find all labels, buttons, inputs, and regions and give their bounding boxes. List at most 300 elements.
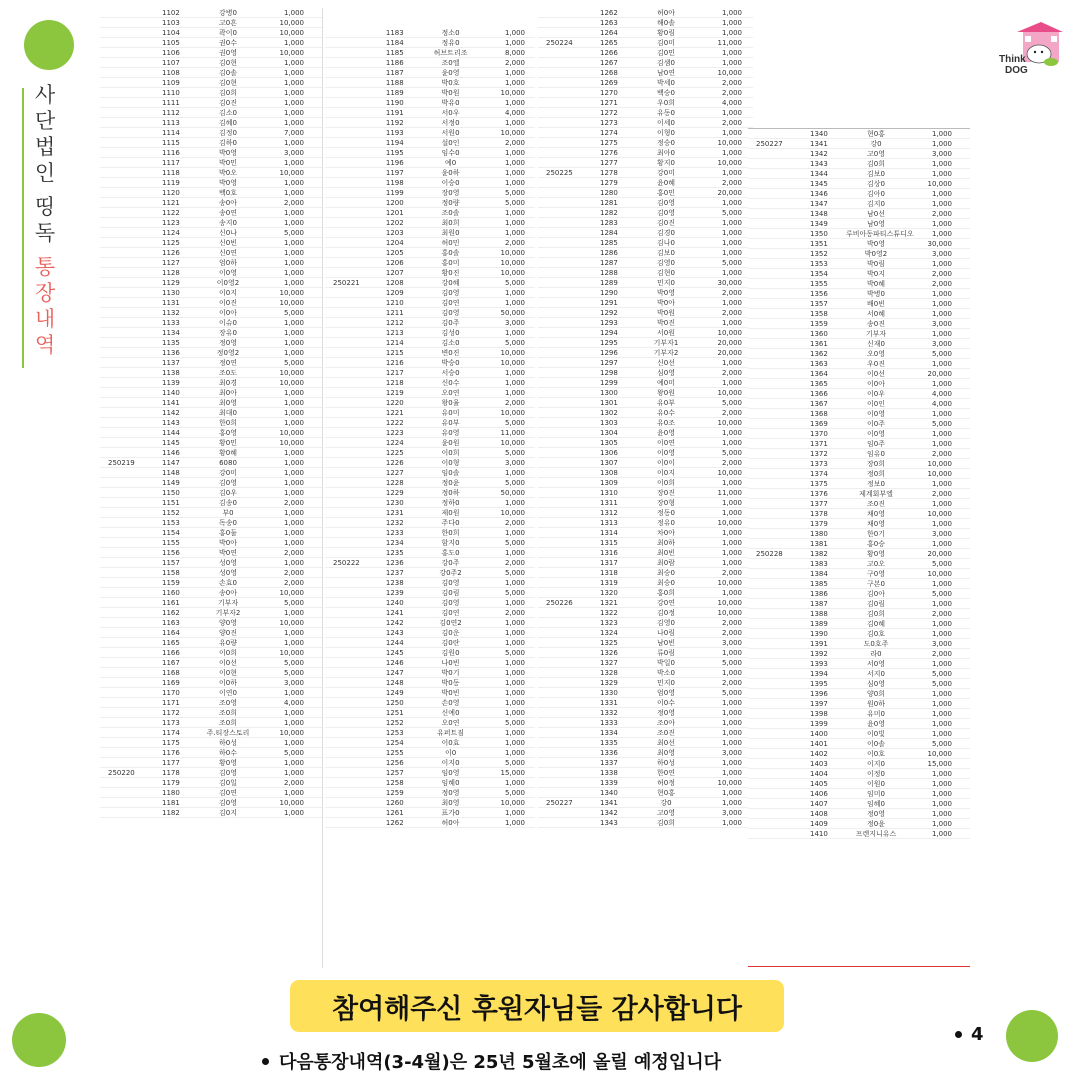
name-cell: 정0희 [867, 470, 885, 478]
number-cell: 1138 [162, 369, 180, 377]
name-cell: 남0선 [867, 210, 885, 218]
date-cell [538, 438, 600, 447]
name-cell: 최승0 [657, 579, 675, 587]
number-cell: 1314 [600, 529, 618, 537]
amount-cell: 10,000 [717, 159, 742, 167]
thinkdog-logo [995, 18, 1067, 80]
amount-cell: 1,000 [931, 190, 952, 198]
date-cell [748, 299, 810, 308]
name-cell: 정보0 [867, 480, 885, 488]
date-cell [748, 609, 810, 618]
date-cell [100, 708, 162, 717]
name-cell: 서0우 [441, 109, 460, 117]
table-row [538, 498, 753, 508]
number-cell: 1224 [385, 439, 404, 447]
name-cell: 김송0 [219, 499, 237, 507]
number-cell: 1385 [810, 580, 828, 588]
amount-cell: 1,000 [283, 809, 304, 817]
title-char-highlight: 역 [34, 333, 56, 357]
number-cell: 1301 [600, 399, 618, 407]
date-cell [748, 799, 810, 808]
name-cell: 김0현 [219, 79, 237, 87]
table-row [538, 598, 753, 608]
name-cell: 강0미 [219, 469, 237, 477]
name-cell: 박승0 [441, 359, 460, 367]
number-cell: 1161 [162, 599, 180, 607]
table-row [538, 448, 753, 458]
date-cell [100, 358, 162, 367]
amount-cell: 3,000 [283, 679, 304, 687]
amount-cell: 1,000 [721, 109, 742, 117]
amount-cell: 3,000 [283, 149, 304, 157]
number-cell: 1372 [810, 450, 828, 458]
date-cell [325, 748, 386, 757]
date-cell [538, 138, 600, 147]
date-cell [748, 569, 810, 578]
name-cell: 이지0 [441, 759, 460, 767]
amount-cell: 1,000 [283, 469, 304, 477]
table-row [100, 348, 322, 358]
amount-cell: 5,000 [931, 350, 952, 358]
name-cell: 김0솔 [219, 69, 237, 77]
table-row [538, 578, 753, 588]
name-cell: 이0영 [867, 430, 885, 438]
date-cell [100, 128, 162, 137]
name-cell: 서승0 [441, 369, 460, 377]
amount-cell: 2,000 [504, 139, 525, 147]
date-cell [325, 108, 386, 117]
date-cell [748, 489, 810, 498]
date-cell [100, 178, 162, 187]
amount-cell: 1,000 [504, 99, 525, 107]
name-cell: 나0빈 [441, 659, 460, 667]
name-cell: 차0아 [657, 529, 675, 537]
table-row [748, 739, 970, 749]
amount-cell: 1,000 [721, 699, 742, 707]
table-row [100, 428, 322, 438]
table-row [538, 128, 753, 138]
date-cell [325, 208, 386, 217]
amount-cell: 1,000 [283, 789, 304, 797]
bullet-icon [262, 1058, 269, 1065]
table-row [538, 568, 753, 578]
date-cell [100, 638, 162, 647]
table-row [538, 548, 753, 558]
name-cell: 김영0 [657, 619, 675, 627]
number-cell: 1157 [162, 559, 180, 567]
name-cell: 허0정 [657, 779, 675, 787]
name-cell: 김원0 [441, 649, 460, 657]
amount-cell: 1,000 [283, 479, 304, 487]
date-cell [748, 439, 810, 448]
note-text: 다음통장내역(3-4월)은 25년 5월초에 올릴 예정입니다 [279, 1052, 721, 1073]
table-row [325, 168, 535, 178]
amount-cell: 1,000 [931, 710, 952, 718]
amount-cell: 10,000 [279, 619, 304, 627]
table-row [748, 139, 970, 149]
table-row [325, 608, 535, 618]
amount-cell: 1,000 [504, 299, 525, 307]
table-row [100, 718, 322, 728]
name-cell: 김0연2 [439, 619, 462, 627]
date-cell [325, 438, 386, 447]
amount-cell: 1,000 [721, 299, 742, 307]
table-row [100, 738, 322, 748]
amount-cell: 1,000 [931, 620, 952, 628]
amount-cell: 1,000 [283, 759, 304, 767]
number-cell: 1234 [385, 539, 404, 547]
number-cell: 1291 [600, 299, 618, 307]
name-cell: 김0아 [867, 590, 885, 598]
number-cell: 1321 [600, 599, 618, 607]
name-cell: 김샘0 [657, 59, 675, 67]
amount-cell: 1,000 [931, 360, 952, 368]
date-cell [100, 228, 162, 237]
table-row [325, 398, 535, 408]
table-row [325, 568, 535, 578]
table-row [325, 48, 535, 58]
table-row [748, 699, 970, 709]
amount-cell: 1,000 [283, 119, 304, 127]
number-cell: 1307 [600, 459, 618, 467]
number-cell: 1116 [162, 149, 180, 157]
date-cell [325, 638, 386, 647]
number-cell: 1292 [600, 309, 618, 317]
title-char-highlight: 내 [34, 307, 56, 331]
name-cell: 임0영 [441, 769, 460, 777]
table-row [325, 728, 535, 738]
date-cell [100, 808, 162, 817]
date-cell [325, 598, 386, 607]
name-cell: 신재0 [867, 340, 885, 348]
date-cell [100, 258, 162, 267]
amount-cell: 50,000 [500, 309, 525, 317]
number-cell: 1160 [162, 589, 180, 597]
table-row [325, 118, 535, 128]
amount-cell: 1,000 [283, 399, 304, 407]
number-cell: 1144 [162, 429, 180, 437]
name-cell: 박0기 [441, 669, 460, 677]
name-cell: 오0영 [867, 350, 885, 358]
table-row [538, 438, 753, 448]
amount-cell: 1,000 [504, 639, 525, 647]
date-cell [100, 288, 162, 297]
date-cell [100, 598, 162, 607]
table-row [538, 38, 753, 48]
table-row [325, 748, 535, 758]
date-cell [100, 798, 162, 807]
amount-cell: 3,000 [504, 319, 525, 327]
number-cell: 1327 [600, 659, 618, 667]
table-row [538, 108, 753, 118]
date-cell [748, 809, 810, 818]
date-cell [100, 788, 162, 797]
amount-cell: 1,000 [721, 149, 742, 157]
date-cell [538, 818, 600, 827]
amount-cell: 7,000 [283, 129, 304, 137]
number-cell: 1269 [600, 79, 618, 87]
name-cell: 민지0 [657, 679, 675, 687]
table-row [325, 628, 535, 638]
amount-cell: 1,000 [504, 579, 525, 587]
number-cell: 1369 [810, 420, 828, 428]
name-cell: 엄0영 [657, 689, 675, 697]
name-cell: 이0영2 [216, 279, 240, 287]
number-cell: 1191 [385, 109, 404, 117]
number-cell: 1398 [810, 710, 828, 718]
name-cell: 정동0 [657, 509, 675, 517]
amount-cell: 1,000 [931, 660, 952, 668]
number-cell: 1231 [385, 509, 404, 517]
date-cell [748, 669, 810, 678]
table-row [100, 788, 322, 798]
table-row [748, 589, 970, 599]
name-cell: 변0진 [441, 349, 460, 357]
amount-cell: 1,000 [721, 29, 742, 37]
date-cell [538, 228, 600, 237]
number-cell: 1367 [810, 400, 828, 408]
amount-cell: 1,000 [283, 639, 304, 647]
date-cell [325, 118, 386, 127]
date-cell [748, 459, 810, 468]
amount-cell: 3,000 [721, 809, 742, 817]
number-cell: 1320 [600, 589, 618, 597]
table-row [748, 659, 970, 669]
table-row [100, 778, 322, 788]
name-cell: 서0혜 [867, 310, 885, 318]
date-cell [748, 199, 810, 208]
table-row [748, 219, 970, 229]
number-cell: 1105 [162, 39, 180, 47]
table-row [100, 148, 322, 158]
date-cell [325, 788, 386, 797]
number-cell: 1276 [600, 149, 618, 157]
table-row [748, 369, 970, 379]
table-row [538, 628, 753, 638]
amount-cell: 1,000 [283, 189, 304, 197]
date-cell [325, 578, 386, 587]
date-cell [748, 559, 810, 568]
name-cell: 왕0율 [441, 399, 460, 407]
date-cell [748, 429, 810, 438]
name-cell: 김0란 [441, 639, 460, 647]
table-row [538, 238, 753, 248]
table-row [325, 278, 535, 288]
table-row [100, 498, 322, 508]
name-cell: 이0이 [657, 459, 675, 467]
date-cell [748, 179, 810, 188]
name-cell: 김0현 [219, 59, 237, 67]
date-cell [748, 289, 810, 298]
number-cell: 1406 [810, 790, 828, 798]
amount-cell: 10,000 [279, 729, 304, 737]
name-cell: 서정0 [441, 119, 460, 127]
date-cell [748, 479, 810, 488]
name-cell: 정0영 [441, 789, 460, 797]
amount-cell: 1,000 [283, 249, 304, 257]
name-cell: 박0아 [657, 299, 675, 307]
number-cell: 1285 [600, 239, 618, 247]
date-cell [748, 129, 810, 138]
table-row [325, 98, 535, 108]
date-cell [100, 348, 162, 357]
date-cell [538, 358, 600, 367]
table-row [748, 359, 970, 369]
table-row [100, 218, 322, 228]
date-cell [748, 769, 810, 778]
amount-cell: 1,000 [504, 709, 525, 717]
name-cell: 김0일 [219, 779, 237, 787]
name-cell: 김0희 [219, 89, 237, 97]
number-cell: 1154 [162, 529, 180, 537]
amount-cell: 10,000 [279, 19, 304, 27]
date-cell [325, 458, 386, 467]
name-cell: 성0영 [219, 559, 237, 567]
table-row [325, 238, 535, 248]
amount-cell: 10,000 [927, 570, 952, 578]
table-row [748, 289, 970, 299]
table-row [100, 638, 322, 648]
number-cell: 1404 [810, 770, 828, 778]
name-cell: 한0기 [867, 530, 885, 538]
amount-cell: 1,000 [721, 479, 742, 487]
number-cell: 1353 [810, 260, 828, 268]
logo-text-dog: DOG [1005, 65, 1028, 76]
table-row [748, 469, 970, 479]
amount-cell: 3,000 [721, 639, 742, 647]
table-row [538, 368, 753, 378]
amount-cell: 1,000 [721, 509, 742, 517]
date-cell [748, 649, 810, 658]
amount-cell: 10,000 [717, 779, 742, 787]
table-row [100, 278, 322, 288]
table-row [538, 258, 753, 268]
date-cell [538, 18, 600, 27]
name-cell: 김0미 [657, 39, 675, 47]
table-row [748, 579, 970, 589]
date-cell [100, 488, 162, 497]
number-cell: 1326 [600, 649, 618, 657]
number-cell: 1156 [162, 549, 180, 557]
amount-cell: 1,000 [721, 429, 742, 437]
amount-cell: 3,000 [931, 530, 952, 538]
amount-cell: 1,000 [283, 519, 304, 527]
date-cell [100, 148, 162, 157]
amount-cell: 10,000 [279, 49, 304, 57]
table-row [325, 508, 535, 518]
table-row [538, 388, 753, 398]
name-cell: 임0주 [867, 440, 885, 448]
name-cell: 최0경 [219, 379, 237, 387]
date-cell [325, 628, 386, 637]
amount-cell: 1,000 [504, 119, 525, 127]
amount-cell: 1,000 [504, 779, 525, 787]
number-cell: 1109 [162, 79, 180, 87]
name-cell: 이0수 [657, 699, 675, 707]
table-row [748, 409, 970, 419]
name-cell: 이0호 [867, 750, 885, 758]
table-row [325, 598, 535, 608]
amount-cell: 1,000 [931, 410, 952, 418]
date-cell [748, 369, 810, 378]
table-row [325, 28, 535, 38]
name-cell: 독송0 [219, 519, 237, 527]
date-cell [325, 498, 386, 507]
amount-cell: 1,000 [283, 449, 304, 457]
number-cell: 1387 [810, 600, 828, 608]
amount-cell: 1,000 [504, 159, 525, 167]
name-cell: 강0혜 [441, 279, 460, 287]
amount-cell: 5,000 [931, 740, 952, 748]
number-cell: 1342 [810, 150, 828, 158]
amount-cell: 1,000 [721, 789, 742, 797]
number-cell: 1192 [385, 119, 404, 127]
name-cell: 이0지 [657, 469, 675, 477]
amount-cell: 10,000 [500, 439, 525, 447]
name-cell: 기부자1 [653, 339, 679, 347]
date-cell [748, 249, 810, 258]
amount-cell: 1,000 [721, 239, 742, 247]
number-cell: 1340 [810, 130, 828, 138]
date-cell [748, 259, 810, 268]
amount-cell: 1,000 [931, 290, 952, 298]
table-row [748, 779, 970, 789]
number-cell: 1130 [162, 289, 180, 297]
date-cell [325, 128, 386, 137]
amount-cell: 1,000 [721, 19, 742, 27]
table-row [748, 199, 970, 209]
table-row [325, 108, 535, 118]
amount-cell: 5,000 [283, 659, 304, 667]
amount-cell: 4,000 [283, 699, 304, 707]
table-row [325, 798, 535, 808]
amount-cell: 10,000 [500, 349, 525, 357]
name-cell: 김0진 [657, 219, 675, 227]
amount-cell: 1,000 [504, 819, 525, 827]
table-row [748, 309, 970, 319]
name-cell: 송0진 [867, 320, 885, 328]
name-cell: 김0영 [219, 769, 237, 777]
date-cell [100, 188, 162, 197]
name-cell: 정0영 [219, 339, 237, 347]
number-cell: 1199 [385, 189, 404, 197]
name-cell: 한0희 [441, 529, 460, 537]
date-cell [100, 748, 162, 757]
table-row [100, 768, 322, 778]
name-cell: 황0진 [441, 269, 460, 277]
date-cell [325, 478, 386, 487]
amount-cell: 1,000 [931, 780, 952, 788]
number-cell: 1378 [810, 510, 828, 518]
date-cell [538, 778, 600, 787]
table-row [748, 509, 970, 519]
number-cell: 1112 [162, 109, 180, 117]
name-cell: 황지0 [657, 159, 675, 167]
number-cell: 1123 [162, 219, 180, 227]
number-cell: 1366 [810, 390, 828, 398]
table-row [325, 788, 535, 798]
amount-cell: 2,000 [283, 569, 304, 577]
table-row [538, 28, 753, 38]
amount-cell: 1,000 [721, 719, 742, 727]
table-row [325, 808, 535, 818]
name-cell: 주.티장스토리 [206, 729, 250, 737]
number-cell: 1324 [600, 629, 618, 637]
amount-cell: 3,000 [931, 250, 952, 258]
table-row [100, 38, 322, 48]
name-cell: 김소0 [219, 109, 237, 117]
amount-cell: 1,000 [504, 599, 525, 607]
